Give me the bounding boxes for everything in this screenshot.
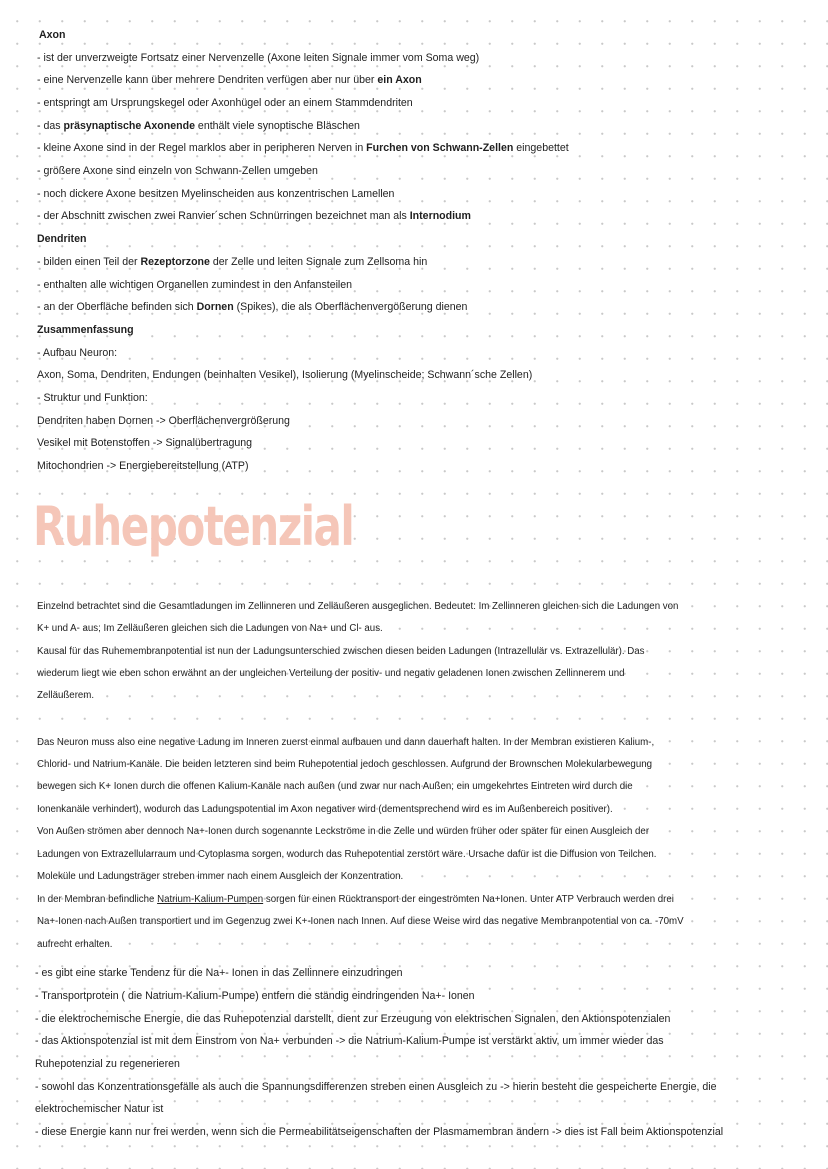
axon-line-6: - größere Axone sind einzeln von Schwann-Zellen umgeben bbox=[37, 165, 318, 177]
summary-line-4: Dendriten haben Dornen -> Oberflächenvergrößerung bbox=[37, 415, 290, 427]
title-ruhepotenzial: Ruhepotenzial bbox=[33, 495, 354, 558]
bullet-line-7: elektrochemischer Natur ist bbox=[35, 1103, 164, 1115]
summary-line-6: Mitochondrien -> Energiebereitstellung (ATP) bbox=[37, 460, 249, 472]
summary-line-5: Vesikel mit Botenstoffen -> Signalübertragung bbox=[37, 437, 253, 449]
bullet-line-6: - sowohl das Konzentrationsgefälle als auch die Spannungsdifferenzen streben einen Ausgleich zu -> hierin besteht die gespeicherte Energie, die bbox=[35, 1081, 717, 1093]
paragraph-2-line-7: Moleküle und Ladungsträger streben immer nach einem Ausgleich der Konzentration. bbox=[37, 871, 404, 882]
paragraph-2-line-4: Ionenkanäle verhindert), wodurch das Ladungspotential im Axon negativer wird (dementsprechend wird es im Außenbereich positiver). bbox=[37, 804, 613, 815]
bullet-line-4: - das Aktionspotenzial ist mit dem Einstrom von Na+ verbunden -> die Natrium-Kalium-Pumpe ist verstärkt aktiv, um immer wieder das bbox=[35, 1035, 664, 1047]
axon-line-1: - ist der unverzweigte Fortsatz einer Nervenzelle (Axone leiten Signale immer vom Soma weg) bbox=[37, 52, 480, 64]
axon-line-2: - eine Nervenzelle kann über mehrere Dendriten verfügen aber nur über ein Axon bbox=[37, 74, 422, 86]
dendriten-line-1: - bilden einen Teil der Rezeptorzone der Zelle und leiten Signale zum Zellsoma hin bbox=[37, 256, 428, 268]
bullet-line-3: - die elektrochemische Energie, die das Ruhepotenzial darstellt, dient zur Erzeugung von elektrischen Signalen, den Aktionspotenzialen bbox=[35, 1013, 671, 1025]
heading-zusammenfassung: Zusammenfassung bbox=[37, 324, 134, 336]
summary-line-1: - Aufbau Neuron: bbox=[37, 347, 118, 359]
paragraph-2-line-6: Ladungen von Extrazellularraum und Cytoplasma sorgen, wodurch das Ruhepotential zerstört wäre. Ursache dafür ist die Diffusion von Teilchen. bbox=[37, 849, 657, 860]
dendriten-line-2: - enthalten alle wichtigen Organellen zumindest in den Anfansteilen bbox=[37, 279, 353, 291]
summary-line-3: - Struktur und Funktion: bbox=[37, 392, 148, 404]
heading-dendriten: Dendriten bbox=[37, 233, 87, 245]
paragraph-1-line-2: K+ und A- aus; Im Zelläußeren gleichen sich die Ladungen von Na+ und Cl- aus. bbox=[37, 623, 383, 634]
bullet-line-2: - Transportprotein ( die Natrium-Kalium-Pumpe) entfern die ständig eindringenden Na+- Ionen bbox=[35, 990, 475, 1002]
paragraph-2-line-8: In der Membran befindliche Natrium-Kalium-Pumpen sorgen für einen Rücktransport der eingeströmten Na+Ionen. Unter ATP Verbrauch werden drei bbox=[37, 894, 674, 905]
paragraph-1-line-3: Kausal für das Ruhemembranpotential ist nun der Ladungsunterschied zwischen diesen beiden Ladungen (Intrazellulär vs. Extrazellulär). Das bbox=[37, 646, 645, 657]
heading-axon: Axon bbox=[39, 29, 66, 41]
paragraph-2-line-5: Von Außen strömen aber dennoch Na+-Ionen durch sogenannte Leckströme in die Zelle und würden früher oder später für einen Ausgleich der bbox=[37, 826, 650, 837]
axon-line-7: - noch dickere Axone besitzen Myelinscheiden aus konzentrischen Lamellen bbox=[37, 188, 395, 200]
axon-line-5: - kleine Axone sind in der Regel marklos aber in peripheren Nerven in Furchen von Schwann-Zellen eingebettet bbox=[37, 142, 569, 154]
paragraph-2-line-2: Chlorid- und Natrium-Kanäle. Die beiden letzteren sind beim Ruhepotential jedoch geschlossen. Aufgrund der Brownschen Molekularbewegung bbox=[37, 759, 652, 770]
paragraph-1-line-5: Zelläußerem. bbox=[37, 690, 95, 701]
paragraph-2-line-10: aufrecht erhalten. bbox=[37, 939, 113, 950]
paragraph-2-line-9: Na+-Ionen nach Außen transportiert und im Gegenzug zwei K+-Ionen nach Innen. Auf diese Weise wird das negative Membranpotential von ca. -70mV bbox=[37, 916, 684, 927]
paragraph-1-line-1: Einzelnd betrachtet sind die Gesamtladungen im Zellinneren und Zelläußeren ausgeglichen. Bedeutet: Im Zellinneren gleichen sich die Ladungen von bbox=[37, 601, 679, 612]
summary-line-2: Axon, Soma, Dendriten, Endungen (beinhalten Vesikel), Isolierung (Myelinscheide; Schwann´sche Zellen) bbox=[37, 369, 533, 381]
dendriten-line-3: - an der Oberfläche befinden sich Dornen (Spikes), die als Oberflächenvergößerung dienen bbox=[37, 301, 468, 313]
axon-line-3: - entspringt am Ursprungskegel oder Axonhügel oder an einem Stammdendriten bbox=[37, 97, 413, 109]
axon-line-4: - das präsynaptische Axonende enthält viele synoptische Bläschen bbox=[37, 120, 360, 132]
bullet-line-5: Ruhepotenzial zu regenerieren bbox=[35, 1058, 180, 1070]
paragraph-2-line-1: Das Neuron muss also eine negative Ladung im Inneren zuerst einmal aufbauen und dann dauerhaft halten. In der Membran existieren Kalium-, bbox=[37, 737, 655, 748]
bullet-line-8: - diese Energie kann nur frei werden, wenn sich die Permeabilitätseigenschaften der Plasmamembran ändern -> dies ist Fall beim Aktionspotenzial bbox=[35, 1126, 724, 1138]
paragraph-1-line-4: wiederum liegt wie eben schon erwähnt an der ungleichen Verteilung der positiv- und negativ geladenen Ionen zwischen Zellinnerem und bbox=[37, 668, 625, 679]
bullet-line-1: - es gibt eine starke Tendenz für die Na+- Ionen in das Zellinnere einzudringen bbox=[35, 967, 403, 979]
axon-line-8: - der Abschnitt zwischen zwei Ranvier´schen Schnürringen bezeichnet man als Internodium bbox=[37, 210, 471, 222]
paragraph-2-line-3: bewegen sich K+ Ionen durch die offenen Kalium-Kanäle nach außen (und zwar nur nach Außen; ein umgekehrtes Eintreten wird durch die bbox=[37, 781, 633, 792]
